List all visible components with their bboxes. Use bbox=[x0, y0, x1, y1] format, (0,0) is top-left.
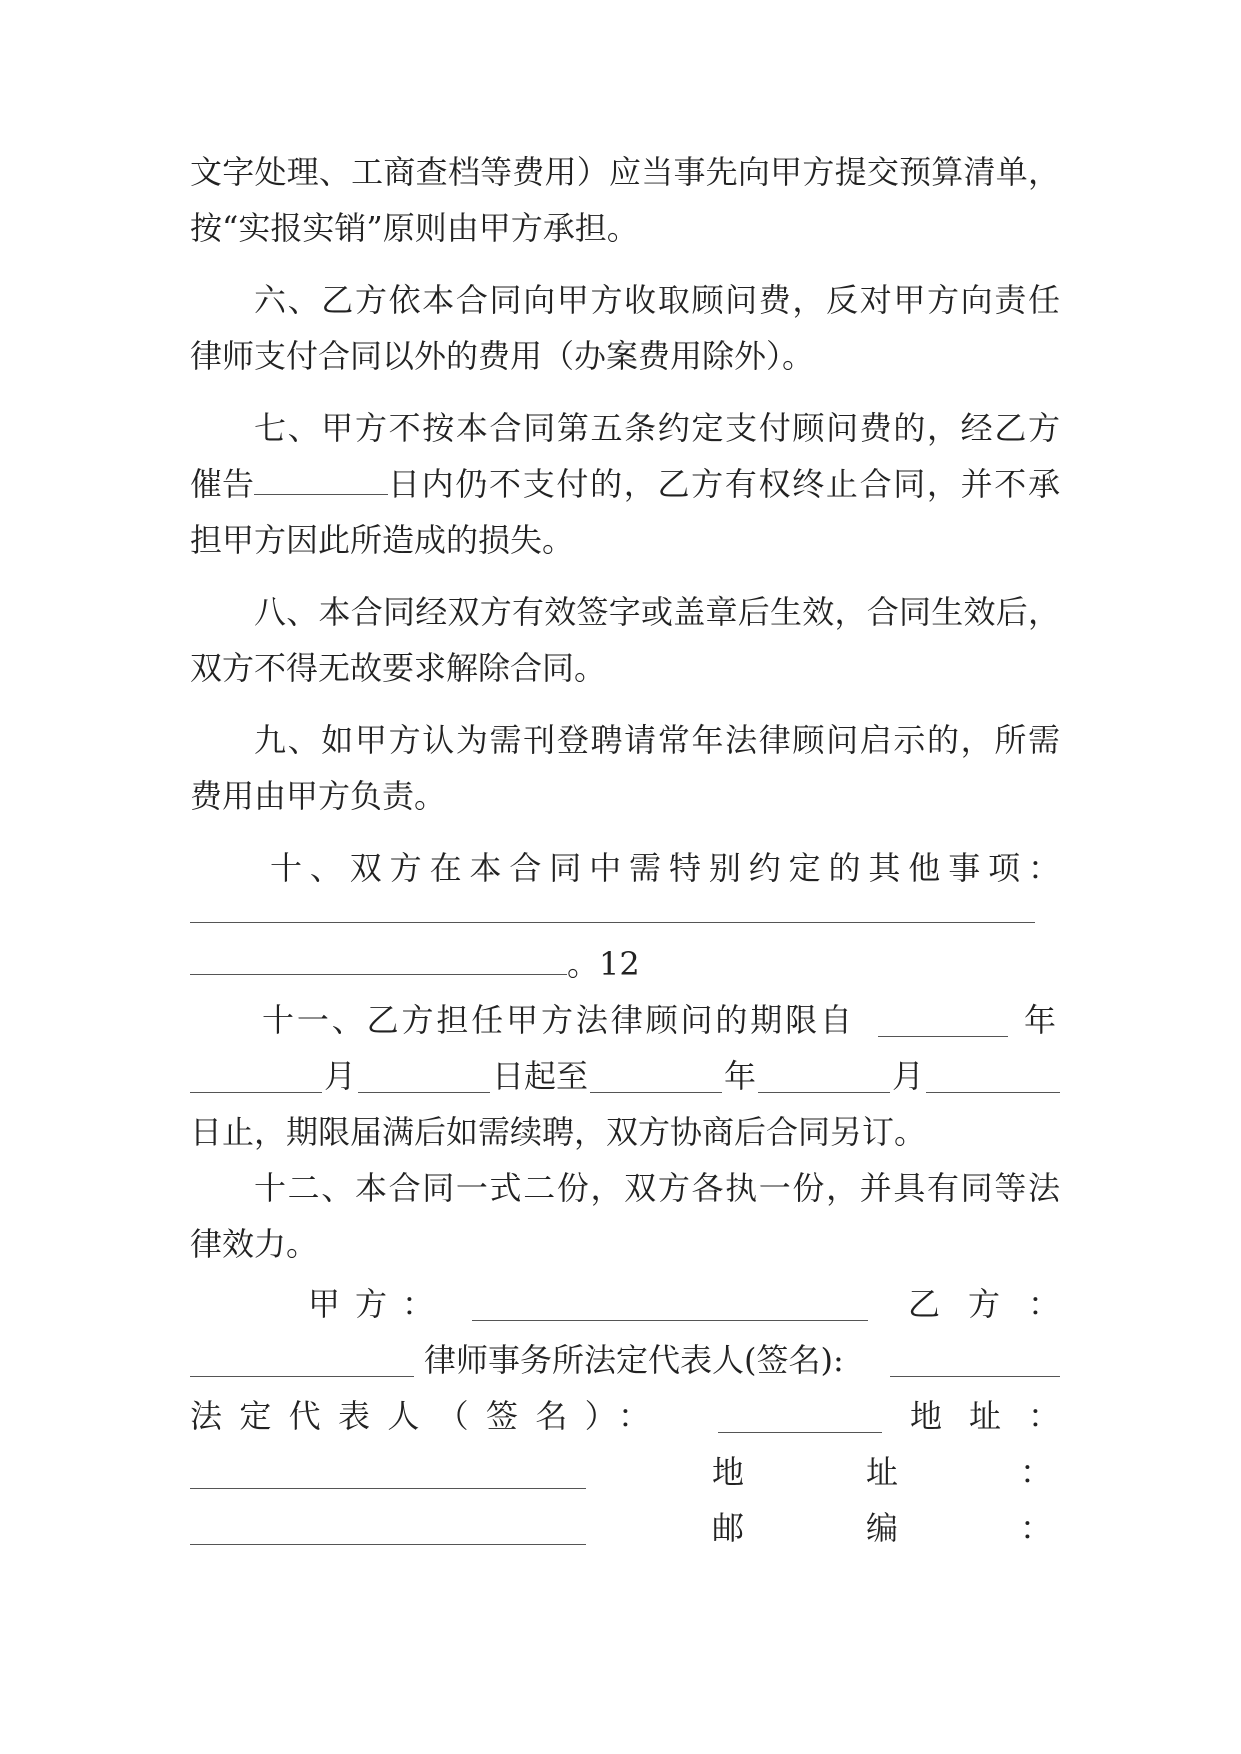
end-year-blank bbox=[590, 1058, 722, 1093]
clause-11-month-label: 月 bbox=[324, 1057, 357, 1095]
clause-11-until-label: 日起至 bbox=[492, 1057, 589, 1095]
clause-5-end-line: 按“实报实销”原则由甲方承担。 bbox=[190, 209, 639, 247]
start-month-blank bbox=[190, 1058, 322, 1093]
postcode-label-char-1: 邮 bbox=[712, 1509, 745, 1547]
clause-5-continued-line: 文字处理、工商查档等费用）应当事先向甲方提交预算清单， bbox=[190, 153, 1060, 191]
clause-12-line-2: 律效力。 bbox=[190, 1225, 319, 1263]
special-terms-blank-1 bbox=[190, 888, 1035, 923]
clause-10-blank-line bbox=[190, 888, 1060, 936]
clause-8-line-1: 八、本合同经双方有效签字或盖章后生效，合同生效后， bbox=[254, 593, 1060, 631]
postcode-label-colon: ： bbox=[1020, 1509, 1053, 1547]
clause-7-text-a: 催告 bbox=[190, 465, 255, 503]
end-day-blank bbox=[926, 1058, 1060, 1093]
signature-line-postcode bbox=[190, 1504, 1060, 1552]
clause-7-line-2 bbox=[190, 460, 1060, 508]
start-day-blank bbox=[358, 1058, 490, 1093]
clause-11-end-year-label: 年 bbox=[724, 1057, 757, 1095]
clause-7-text-b: 日内仍不支付的，乙方有权终止合同，并不承 bbox=[388, 465, 1060, 503]
party-b-address-blank bbox=[190, 1510, 586, 1545]
party-b-blank bbox=[190, 1342, 414, 1377]
clause-7-line-1: 七、甲方不按本合同第五条约定支付顾问费的，经乙方 bbox=[254, 409, 1060, 447]
clause-6-line-1: 六、乙方依本合同向甲方收取顾问费，反对甲方向责任 bbox=[254, 281, 1060, 319]
address-label-colon: ： bbox=[1020, 1453, 1053, 1491]
clause-11-end-month-label: 月 bbox=[892, 1057, 925, 1095]
signature-line-parties bbox=[190, 1280, 1060, 1328]
signature-line-representative bbox=[190, 1392, 1060, 1440]
signature-line-address bbox=[190, 1448, 1060, 1496]
clause-10-end-line bbox=[190, 940, 1060, 988]
clause-11-text-a: 十一、乙方担任甲方法律顾问的期限自 bbox=[262, 1001, 852, 1039]
party-a-representative-blank bbox=[718, 1398, 882, 1433]
party-a-address-label: 地址： bbox=[910, 1397, 1060, 1435]
clause-10-line-1: 十、双方在本合同中需特别约定的其他事项： bbox=[270, 849, 1060, 887]
clause-9-line-2: 费用由甲方负责。 bbox=[190, 777, 447, 815]
clause-9-line-1: 九、如甲方认为需刊登聘请常年法律顾问启示的，所需 bbox=[254, 721, 1060, 759]
end-month-blank bbox=[758, 1058, 890, 1093]
clause-11-line-2 bbox=[190, 1052, 1060, 1100]
firm-representative-blank bbox=[890, 1342, 1060, 1377]
party-a-label: 甲方： bbox=[308, 1285, 434, 1323]
address-label-char-1: 地 bbox=[712, 1453, 745, 1491]
days-blank bbox=[254, 460, 388, 495]
clause-12-line-1: 十二、本合同一式二份，双方各执一份，并具有同等法 bbox=[254, 1169, 1060, 1207]
clause-10-end-text: 。12 bbox=[567, 945, 640, 983]
start-year-blank bbox=[878, 1002, 1008, 1037]
clause-11-line-3: 日止，期限届满后如需续聘，双方协商后合同另订。 bbox=[190, 1113, 927, 1151]
special-terms-blank-2 bbox=[190, 940, 567, 975]
party-a-blank bbox=[472, 1286, 868, 1321]
clause-11-line-1 bbox=[190, 996, 1060, 1044]
party-b-label: 乙方： bbox=[908, 1285, 1060, 1323]
party-a-representative-label: 法定代表人（签名）： bbox=[190, 1397, 650, 1435]
firm-representative-label: 律师事务所法定代表人(签名): bbox=[424, 1341, 844, 1379]
signature-line-firm bbox=[190, 1336, 1060, 1384]
party-a-address-blank bbox=[190, 1454, 586, 1489]
clause-6-line-2: 律师支付合同以外的费用（办案费用除外）。 bbox=[190, 337, 815, 375]
postcode-label-char-2: 编 bbox=[866, 1509, 899, 1547]
clause-11-year-label: 年 bbox=[1024, 1001, 1057, 1039]
clause-7-line-3: 担甲方因此所造成的损失。 bbox=[190, 521, 575, 559]
clause-8-line-2: 双方不得无故要求解除合同。 bbox=[190, 649, 607, 687]
address-label-char-2: 址 bbox=[866, 1453, 899, 1491]
